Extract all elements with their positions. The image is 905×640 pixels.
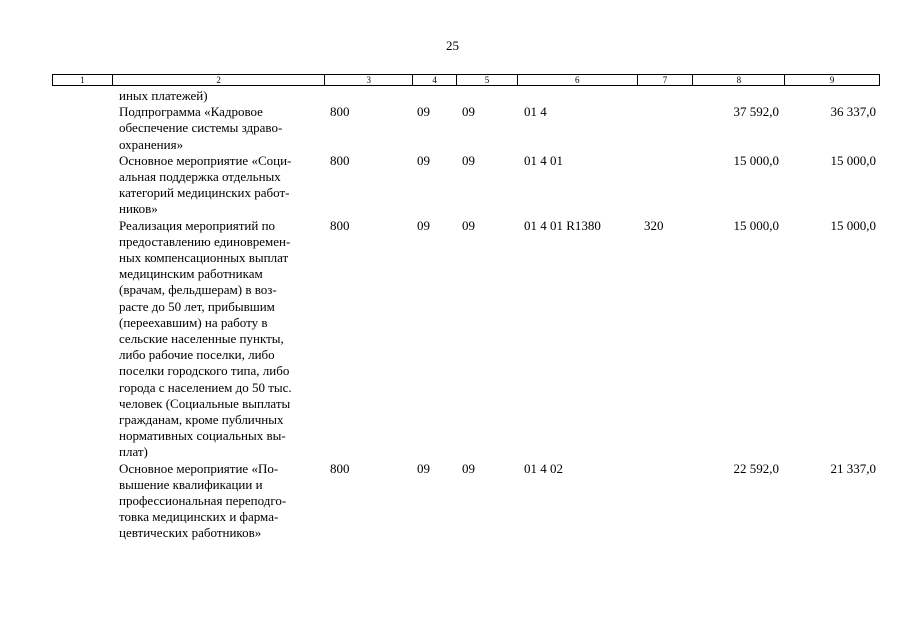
row-number-cell xyxy=(52,153,112,218)
amount-col8-cell: 15 000,0 xyxy=(733,217,779,233)
page-number: 25 xyxy=(446,38,459,53)
expense-type-cell xyxy=(638,88,694,104)
item-name-cell: иных платежей) xyxy=(119,88,208,103)
amount-col8-cell: 22 592,0 xyxy=(733,460,779,476)
target-article-cell: 01 4 01 R1380 xyxy=(524,217,601,233)
ministry-code-cell: 800 xyxy=(330,152,350,168)
subsection-code-cell: 09 xyxy=(462,217,475,233)
row-number-cell xyxy=(52,461,112,542)
target-article-cell xyxy=(518,88,638,104)
amount-col9-cell: 15 000,0 xyxy=(830,152,876,168)
subsection-code-cell: 09 xyxy=(462,460,475,476)
column-header-1: 1 xyxy=(53,75,113,85)
ministry-code-cell: 800 xyxy=(330,104,350,120)
target-article-cell: 01 4 02 xyxy=(524,460,563,476)
column-header-6: 6 xyxy=(518,75,638,85)
ministry-code-cell: 800 xyxy=(330,217,350,233)
amount-col9-cell: 15 000,0 xyxy=(830,217,876,233)
subsection-code-cell: 09 xyxy=(462,152,475,168)
ministry-code-cell xyxy=(325,88,413,104)
column-header-2: 2 xyxy=(113,75,325,85)
section-code-cell: 09 xyxy=(417,152,430,168)
row-number-cell xyxy=(52,88,112,104)
target-article-cell: 01 4 xyxy=(524,104,547,120)
table-row xyxy=(52,153,880,218)
amount-col8-cell: 37 592,0 xyxy=(733,104,779,120)
amount-col9-cell: 36 337,0 xyxy=(830,104,876,120)
amount-col9-cell: 21 337,0 xyxy=(830,460,876,476)
column-header-8: 8 xyxy=(693,75,785,85)
table-row xyxy=(52,88,880,104)
expense-type-cell xyxy=(638,104,694,153)
section-code-cell: 09 xyxy=(417,104,430,120)
amount-col9-cell xyxy=(786,88,880,104)
subsection-code-cell xyxy=(457,88,518,104)
table-header xyxy=(52,74,880,86)
column-header-5: 5 xyxy=(457,75,518,85)
target-article-cell: 01 4 01 xyxy=(524,152,563,168)
row-number-cell xyxy=(52,218,112,461)
amount-col8-cell xyxy=(694,88,786,104)
column-header-7: 7 xyxy=(638,75,694,85)
item-name-cell: Подпрограмма «Кадровое обеспечение системы здраво- охранения» xyxy=(119,104,283,152)
section-code-cell: 09 xyxy=(417,460,430,476)
expense-type-cell xyxy=(638,153,694,218)
table-body xyxy=(52,88,880,542)
column-header-4: 4 xyxy=(413,75,457,85)
section-code-cell: 09 xyxy=(417,217,430,233)
amount-col8-cell: 15 000,0 xyxy=(733,152,779,168)
table-row xyxy=(52,218,880,461)
table-row xyxy=(52,104,880,153)
section-code-cell xyxy=(413,88,457,104)
expense-type-cell xyxy=(638,461,694,542)
ministry-code-cell: 800 xyxy=(330,460,350,476)
subsection-code-cell: 09 xyxy=(462,104,475,120)
item-name-cell: Основное мероприятие «По- вышение квалификации и профессиональная переподго- товка медицинских и фарма- цевтических работников» xyxy=(119,460,287,541)
item-name-cell: Реализация мероприятий по предоставлению единовремен- ных компенсационных выплат медицинским работникам (врачам, фельдшерам) в воз- расте до 50 лет, прибывшим (переехавшим) на работу в сельские населенные пункты, либо рабочие поселки, либо поселки городского типа, либо города с населением до 50 тыс. человек (Социальные выплаты гражданам, кроме публичных нормативных социальных вы- плат) xyxy=(119,217,292,460)
expense-type-cell: 320 xyxy=(644,217,664,233)
table-row xyxy=(52,461,880,542)
item-name-cell: Основное мероприятие «Соци- альная поддержка отдельных категорий медицинских работ- ников» xyxy=(119,152,292,217)
row-number-cell xyxy=(52,104,112,153)
column-header-9: 9 xyxy=(829,75,835,85)
column-header-3: 3 xyxy=(325,75,413,85)
